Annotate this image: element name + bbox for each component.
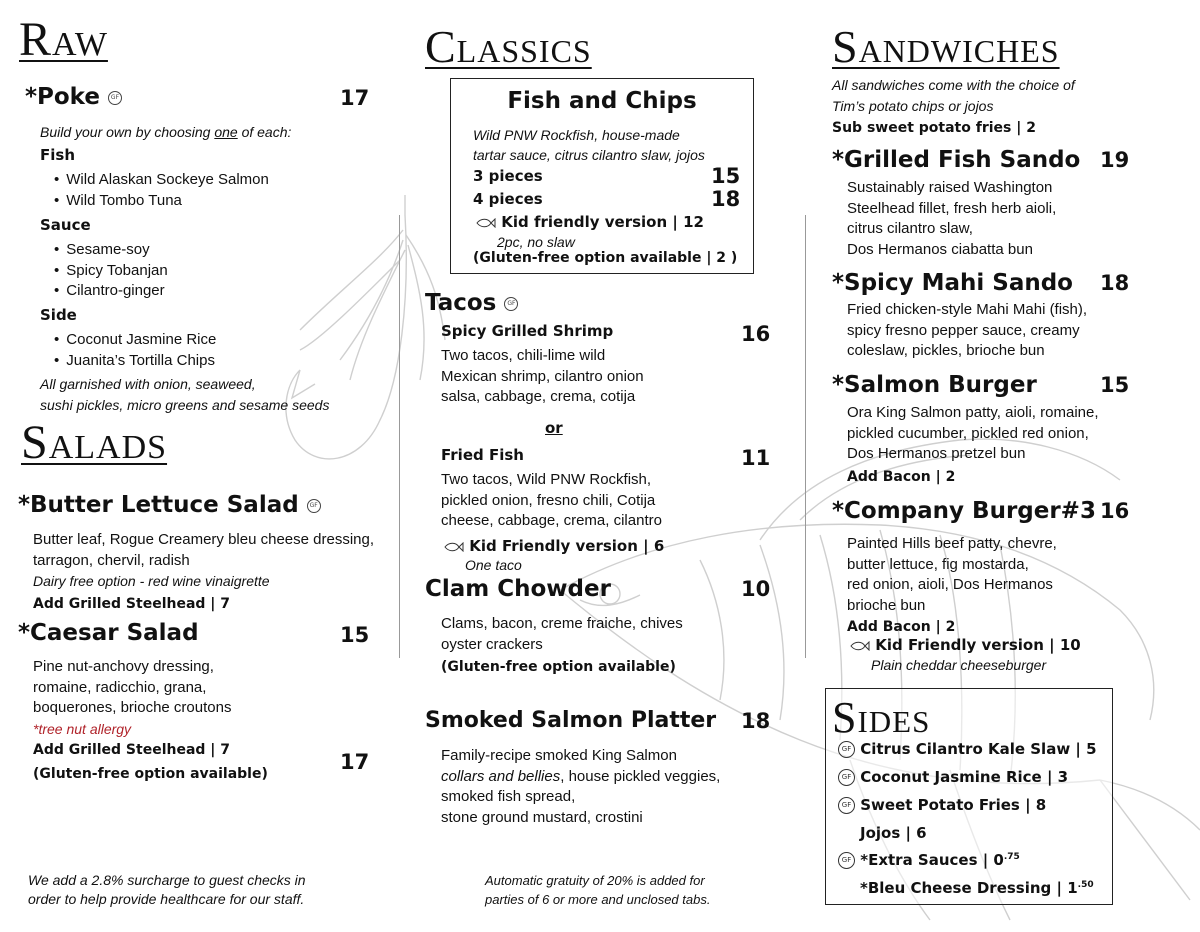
side-sweet-potato-text: Sweet Potato Fries | 8 [860,796,1047,814]
gratuity-note [485,871,710,909]
item-poke-name [25,84,122,110]
item-company-burger-name: *Company Burger#3 [832,498,1096,524]
grilled-desc-line-4: Dos Hermanos ciabatta bun [847,240,1033,258]
caesar-desc [33,657,231,739]
caesar-desc-line-2: romaine, radicchio, grana, [33,678,207,696]
item-grilled-fish-sando-name: *Grilled Fish Sando [832,147,1081,173]
fish-icon [444,542,464,552]
fried-desc-line-2: pickled onion, fresno chili, Cotija [441,491,656,509]
gluten-free-icon: GF [838,741,855,758]
shrimp-desc-line-2: Mexican shrimp, cilantro onion [441,367,644,385]
grilled-desc-line-1: Sustainably raised Washington [847,179,1053,196]
surcharge-note [28,871,306,909]
fish-chips-3-pieces-price: 15 [711,164,741,188]
item-clam-chowder-name: Clam Chowder [425,576,611,602]
item-company-burger-price: 16 [1100,499,1130,523]
tacos-fried-fish-price: 11 [741,446,771,470]
company-desc-line-3: red onion, aioli, Dos Hermanos [847,576,1053,593]
side-extra-sauces-text: *Extra Sauces | 0 [860,851,1004,869]
surcharge-line-2: order to help provide healthcare for our staff. [28,891,305,907]
salmon-burger-addon: Add Bacon | 2 [847,469,956,485]
poke-intro-em: one [214,124,238,140]
item-poke-price: 17 [340,86,370,110]
tacos-kid-version [444,537,664,555]
company-burger-desc [847,534,1057,616]
poke-fish-label: Fish [40,146,75,164]
platter-desc-line-4: stone ground mustard, crostini [441,808,643,826]
fish-chips-4-pieces-price: 18 [711,187,741,211]
butter-lettuce-desc [33,530,374,592]
shrimp-desc-line-3: salsa, cabbage, crema, cotija [441,388,636,405]
gluten-free-icon: GF [838,797,855,814]
caesar-desc-line-3: boquerones, brioche croutons [33,699,232,716]
tacos-shrimp-name: Spicy Grilled Shrimp [441,322,614,340]
company-kid-text: Kid Friendly version | 10 [875,636,1081,654]
column-divider-left [399,215,400,658]
section-title-sides: Sides [832,693,931,742]
surcharge-line-1: We add a 2.8% surcharge to guest checks in [28,872,306,888]
fish-chips-4-pieces: 4 pieces [473,190,543,208]
company-desc-line-2: butter lettuce, fig mostarda, [847,555,1029,573]
side-item-kale-slaw [838,740,1097,758]
item-smoked-salmon-name: Smoked Salmon Platter [425,708,717,733]
poke-intro [40,122,291,143]
side-item-coconut-rice [838,768,1068,786]
side-item-jojos: Jojos | 6 [860,824,927,842]
side-bleu-cheese-text: *Bleu Cheese Dressing | 1 [860,879,1078,897]
caesar-gf-note: (Gluten-free option available) [33,766,268,782]
fish-icon [476,218,496,228]
list-item: • Spicy Tobanjan [54,261,168,282]
item-butter-lettuce-name [18,492,321,518]
fish-and-chips-name: Fish and Chips [507,88,697,114]
butter-lettuce-text: *Butter Lettuce Salad [18,492,299,518]
fish-chips-kid-text: Kid friendly version | 12 [501,213,704,231]
item-salmon-burger-price: 15 [1100,373,1130,397]
tacos-kid-note: One taco [465,557,522,573]
list-item: • Cilantro-ginger [54,281,168,302]
list-item: • Coconut Jasmine Rice [54,330,216,351]
side-item-sweet-potato-fries [838,796,1046,814]
poke-intro-pre: Build your own by choosing [40,124,215,140]
caesar-addon: Add Grilled Steelhead | 7 [33,742,231,758]
fish-chips-desc-line-1: Wild PNW Rockfish, house-made [473,127,680,143]
fried-desc-line-1: Two tacos, Wild PNW Rockfish, [441,471,652,488]
item-clam-chowder-price: 10 [741,577,771,601]
chowder-desc-line-2: oyster crackers [441,635,543,653]
gluten-free-icon: GF [838,769,855,786]
list-item: • Wild Tombo Tuna [54,191,269,212]
mahi-desc-line-1: Fried chicken-style Mahi Mahi (fish), [847,301,1088,318]
salmon-burger-desc [847,403,1099,465]
section-title-sandwiches: Sandwiches [832,21,1060,72]
poke-garnish-line-1: All garnished with onion, seaweed, [40,376,256,392]
fish-icon [850,641,870,651]
tacos-fried-fish-desc [441,470,662,532]
gratuity-line-1: Automatic gratuity of 20% is added for [485,873,705,888]
poke-fish-list [54,170,269,211]
list-item: • Sesame-soy [54,240,168,261]
sandwiches-sub-note: Sub sweet potato fries | 2 [832,120,1036,136]
platter-desc-line-1: Family-recipe smoked King Salmon [441,747,677,764]
gluten-free-icon: GF [838,852,855,869]
poke-side-label: Side [40,306,77,324]
fish-chips-kid-version [476,213,704,231]
caesar-desc-line-1: Pine nut-anchovy dressing, [33,658,214,675]
gluten-free-icon: GF [108,91,122,105]
mahi-desc-line-2: spicy fresno pepper sauce, creamy [847,321,1080,339]
fish-chips-3-pieces: 3 pieces [473,167,543,185]
item-spicy-mahi-sando-name: *Spicy Mahi Sando [832,270,1073,296]
caesar-allergy-note: *tree nut allergy [33,720,132,737]
item-tacos-name [425,290,518,316]
side-bleu-cheese-cents: .50 [1077,880,1094,890]
platter-desc-italic: collars and bellies [441,767,561,785]
fish-chips-kid-note: 2pc, no slaw [497,234,575,250]
grilled-desc-line-2: Steelhead fillet, fresh herb aioli, [847,199,1057,217]
platter-desc-line-3: smoked fish spread, [441,788,576,805]
butter-desc-line-2: tarragon, chervil, radish [33,551,190,569]
list-item: • Wild Alaskan Sockeye Salmon [54,170,269,191]
section-title-raw: Raw [19,13,108,66]
side-coconut-rice-text: Coconut Jasmine Rice | 3 [860,768,1069,786]
poke-garnish [40,374,329,415]
column-divider-right [805,215,806,658]
tacos-shrimp-desc [441,346,644,408]
smoked-salmon-desc [441,746,720,828]
platter-desc-rest: , house pickled veggies, [560,767,721,785]
clam-chowder-gf-note: (Gluten-free option available) [441,659,676,675]
gluten-free-icon: GF [307,499,321,513]
item-caesar-name: *Caesar Salad [18,620,199,646]
salmon-desc-line-3: Dos Hermanos pretzel bun [847,445,1026,462]
grilled-desc-line-3: citrus cilantro slaw, [847,220,973,237]
sandwiches-intro [832,75,1075,116]
gratuity-line-2: parties of 6 or more and unclosed tabs. [485,892,711,907]
sandwiches-intro-line-2: Tim’s potato chips or jojos [832,97,994,114]
butter-addon: Add Grilled Steelhead | 7 [33,596,231,612]
side-item-extra-sauces [838,851,1020,869]
clam-chowder-desc [441,614,683,655]
butter-desc-line-1: Butter leaf, Rogue Creamery bleu cheese dressing, [33,531,375,548]
sandwiches-intro-line-1: All sandwiches come with the choice of [832,77,1075,93]
poke-side-list [54,330,216,371]
salmon-desc-line-1: Ora King Salmon patty, aioli, romaine, [847,404,1099,421]
side-item-bleu-cheese [860,879,1094,897]
spicy-mahi-sando-desc [847,300,1087,362]
list-item: • Juanita’s Tortilla Chips [54,351,216,372]
grilled-fish-sando-desc [847,178,1056,260]
fish-chips-desc-line-2: tartar sauce, citrus cilantro slaw, jojos [473,147,705,163]
fish-chips-gf-note: (Gluten-free option available | 2 ) [473,250,738,266]
poke-intro-post: of each: [237,124,292,140]
item-salmon-burger-name: *Salmon Burger [832,372,1037,398]
section-title-classics: Classics [425,21,592,72]
company-desc-line-4: brioche bun [847,596,926,614]
item-caesar-price: 15 [340,623,370,647]
mahi-desc-line-3: coleslaw, pickles, brioche bun [847,342,1045,359]
fried-desc-line-3: cheese, cabbage, crema, cilantro [441,512,662,529]
side-kale-slaw-text: Citrus Cilantro Kale Slaw | 5 [860,740,1097,758]
tacos-shrimp-price: 16 [741,322,771,346]
butter-dairy-free-note: Dairy free option - red wine vinaigrette [33,573,270,589]
poke-name-text: *Poke [25,84,100,110]
caesar-price-2: 17 [340,750,370,774]
company-burger-addon: Add Bacon | 2 [847,619,956,635]
chowder-desc-line-1: Clams, bacon, creme fraiche, chives [441,615,683,632]
tacos-or-divider: or [545,419,563,437]
section-title-salads: Salads [21,416,168,469]
tacos-text: Tacos [425,290,497,316]
company-burger-kid-note: Plain cheddar cheeseburger [871,657,1047,673]
side-extra-sauces-cents: .75 [1003,852,1020,862]
fish-and-chips-desc [473,125,705,165]
item-grilled-fish-sando-price: 19 [1100,148,1130,172]
tacos-kid-text: Kid Friendly version | 6 [469,537,665,555]
item-spicy-mahi-sando-price: 18 [1100,271,1130,295]
item-smoked-salmon-price: 18 [741,709,771,733]
poke-garnish-line-2: sushi pickles, micro greens and sesame seeds [40,396,330,413]
platter-desc-line-2 [441,767,720,788]
company-desc-line-1: Painted Hills beef patty, chevre, [847,535,1057,552]
poke-sauce-list [54,240,168,302]
shrimp-desc-line-1: Two tacos, chili-lime wild [441,347,606,364]
tacos-fried-fish-name: Fried Fish [441,446,524,464]
poke-sauce-label: Sauce [40,216,91,234]
salmon-desc-line-2: pickled cucumber, pickled red onion, [847,424,1089,442]
gluten-free-icon: GF [504,297,518,311]
company-burger-kid-version [850,636,1081,654]
